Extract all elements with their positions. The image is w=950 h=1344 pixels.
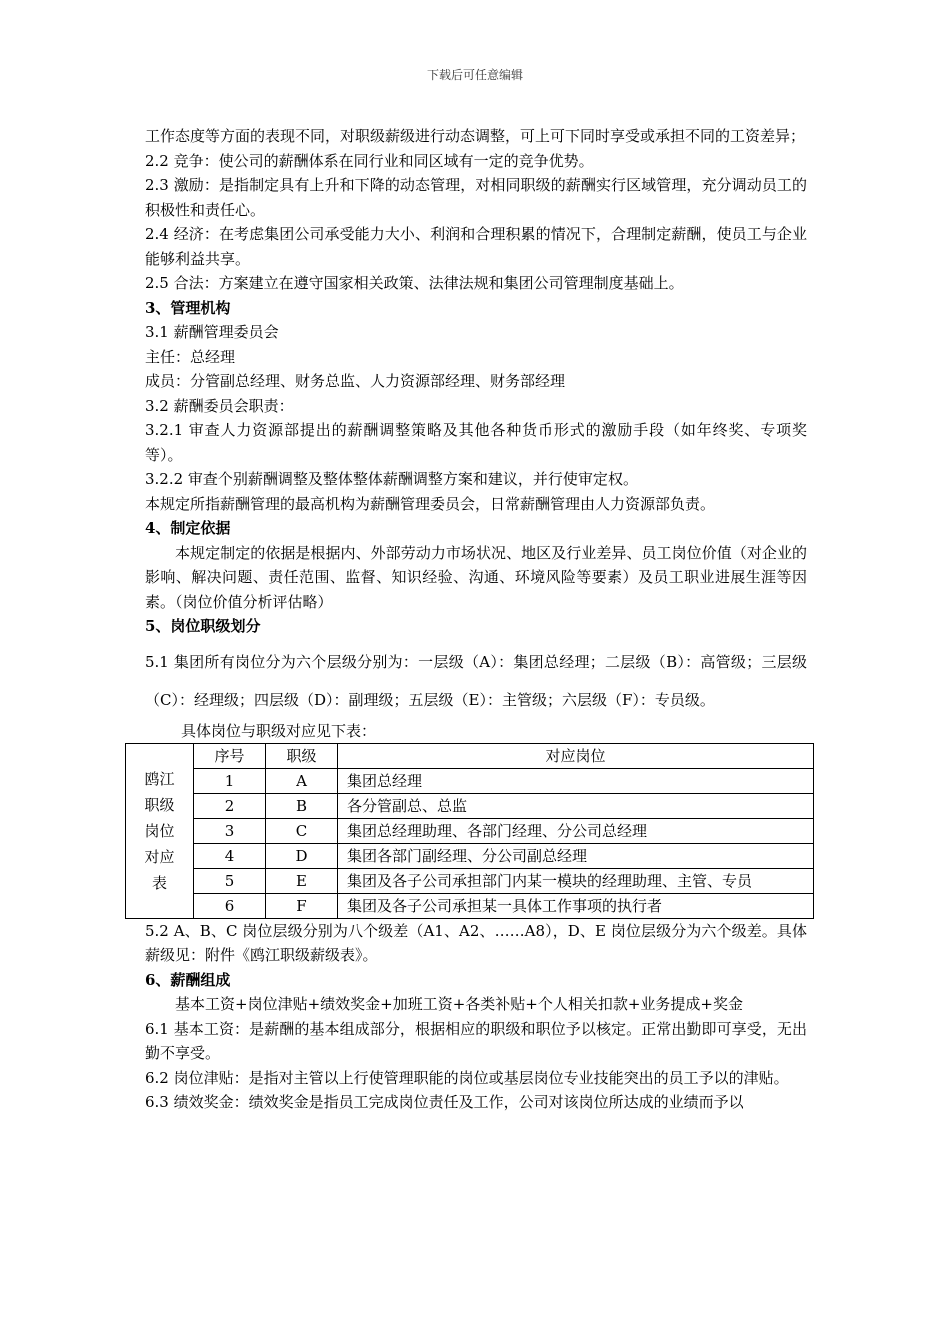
cell-no: 2 — [194, 793, 266, 818]
section-heading: 5、岗位职级划分 — [145, 617, 261, 635]
cell-grade: D — [266, 843, 338, 868]
paragraph: 5.2 A、B、C 岗位层级分别为八个级差（A1、A2、……A8），D、E 岗位层级分为六个级差。具体薪级见：附件《鸥江职级薪级表》。 — [145, 921, 807, 964]
paragraph: 2.3 激励：是指制定具有上升和下降的动态管理，对相同职级的薪酬实行区域管理，充分调动员工的积极性和责任心。 — [145, 176, 807, 219]
paragraph: 5.1 集团所有岗位分为六个层级分别为：一层级（A）：集团总经理；二层级（B）：高管级；三层级（C）：经理级；四层级（D）：副理级；五层级（E）：主管级；六层级（F）：专员级。 — [145, 652, 807, 709]
table-row — [126, 793, 814, 818]
cell-no: 1 — [194, 768, 266, 793]
paragraph: 成员：分管副总经理、财务总监、人力资源部经理、财务部经理 — [145, 372, 566, 390]
salary-formula: 基本工资+岗位津贴+绩效奖金+加班工资+各类补贴+个人相关扣款+业务提成+奖金 — [175, 995, 743, 1013]
table-caption: 具体岗位与职级对应见下表： — [181, 721, 377, 740]
paragraph: 主任：总经理 — [145, 347, 236, 366]
table-row — [126, 843, 814, 868]
section-heading: 6、薪酬组成 — [145, 970, 231, 989]
cell-no: 3 — [194, 818, 266, 843]
cell-post: 集团及各子公司承担某一具体工作事项的执行者 — [338, 893, 814, 918]
table-header-row — [126, 743, 814, 768]
cell-no: 5 — [194, 868, 266, 893]
table-row — [126, 868, 814, 893]
cell-post: 集团总经理 — [338, 768, 814, 793]
cell-grade: B — [266, 793, 338, 818]
paragraph: 2.4 经济：在考虑集团公司承受能力大小、利润和合理积累的情况下，合理制定薪酬，使员工与企业能够利益共享。 — [145, 225, 807, 268]
column-header: 对应岗位 — [338, 743, 814, 768]
paragraph: 6.2 岗位津贴：是指对主管以上行使管理职能的岗位或基层岗位专业技能突出的员工予以的津贴。 — [145, 1068, 789, 1087]
cell-no: 4 — [194, 843, 266, 868]
cell-post: 集团及各子公司承担部门内某一模块的经理助理、主管、专员 — [338, 868, 814, 893]
section-heading: 3、管理机构 — [145, 298, 231, 317]
cell-post: 各分管副总、总监 — [338, 793, 814, 818]
paragraph: 本规定制定的依据是根据内、外部劳动力市场状况、地区及行业差异、员工岗位价值（对企业的影响、解决问题、责任范围、监督、知识经验、沟通、环境风险等要素）及员工职业进展生涯等因素。（岗位价值分析评估略） — [145, 543, 807, 611]
section-heading: 4、制定依据 — [145, 519, 231, 537]
table-row — [126, 818, 814, 843]
cell-post: 集团总经理助理、各部门经理、分公司总经理 — [338, 818, 814, 843]
table-side-label: 鸥江 职级 岗位 对应 表 — [126, 743, 194, 918]
column-header: 序号 — [194, 743, 266, 768]
cell-grade: C — [266, 818, 338, 843]
cell-no: 6 — [194, 893, 266, 918]
paragraph: 3.2 薪酬委员会职责： — [145, 396, 294, 415]
table-row — [126, 893, 814, 918]
document-body — [145, 124, 807, 1115]
cell-grade: A — [266, 768, 338, 793]
paragraph: 工作态度等方面的表现不同，对职级薪级进行动态调整，可上可下同时享受或承担不同的工资差异； — [145, 127, 806, 145]
grade-mapping-table — [125, 743, 814, 919]
paragraph: 3.2.2 审查个别薪酬调整及整体整体薪酬调整方案和建议，并行使审定权。 — [145, 470, 638, 488]
cell-grade: E — [266, 868, 338, 893]
cell-grade: F — [266, 893, 338, 918]
header-note: 下载后可任意编辑 — [426, 68, 523, 82]
paragraph: 2.5 合法：方案建立在遵守国家相关政策、法律法规和集团公司管理制度基础上。 — [145, 274, 684, 292]
paragraph: 3.1 薪酬管理委员会 — [145, 323, 279, 341]
column-header: 职级 — [266, 743, 338, 768]
table-row — [126, 768, 814, 793]
cell-post: 集团各部门副经理、分公司副总经理 — [338, 843, 814, 868]
paragraph: 6.1 基本工资：是薪酬的基本组成部分，根据相应的职级和职位予以核定。正常出勤即可享受，无出勤不享受。 — [145, 1019, 807, 1062]
paragraph: 3.2.1 审查人力资源部提出的薪酬调整策略及其他各种货币形式的激励手段（如年终奖、专项奖等）。 — [145, 421, 807, 464]
paragraph: 2.2 竞争：使公司的薪酬体系在同行业和同区域有一定的竞争优势。 — [145, 151, 594, 170]
paragraph: 本规定所指薪酬管理的最高机构为薪酬管理委员会，日常薪酬管理由人力资源部负责。 — [145, 494, 716, 513]
paragraph: 6.3 绩效奖金：绩效奖金是指员工完成岗位责任及工作，公司对该岗位所达成的业绩而予以 — [145, 1093, 744, 1111]
